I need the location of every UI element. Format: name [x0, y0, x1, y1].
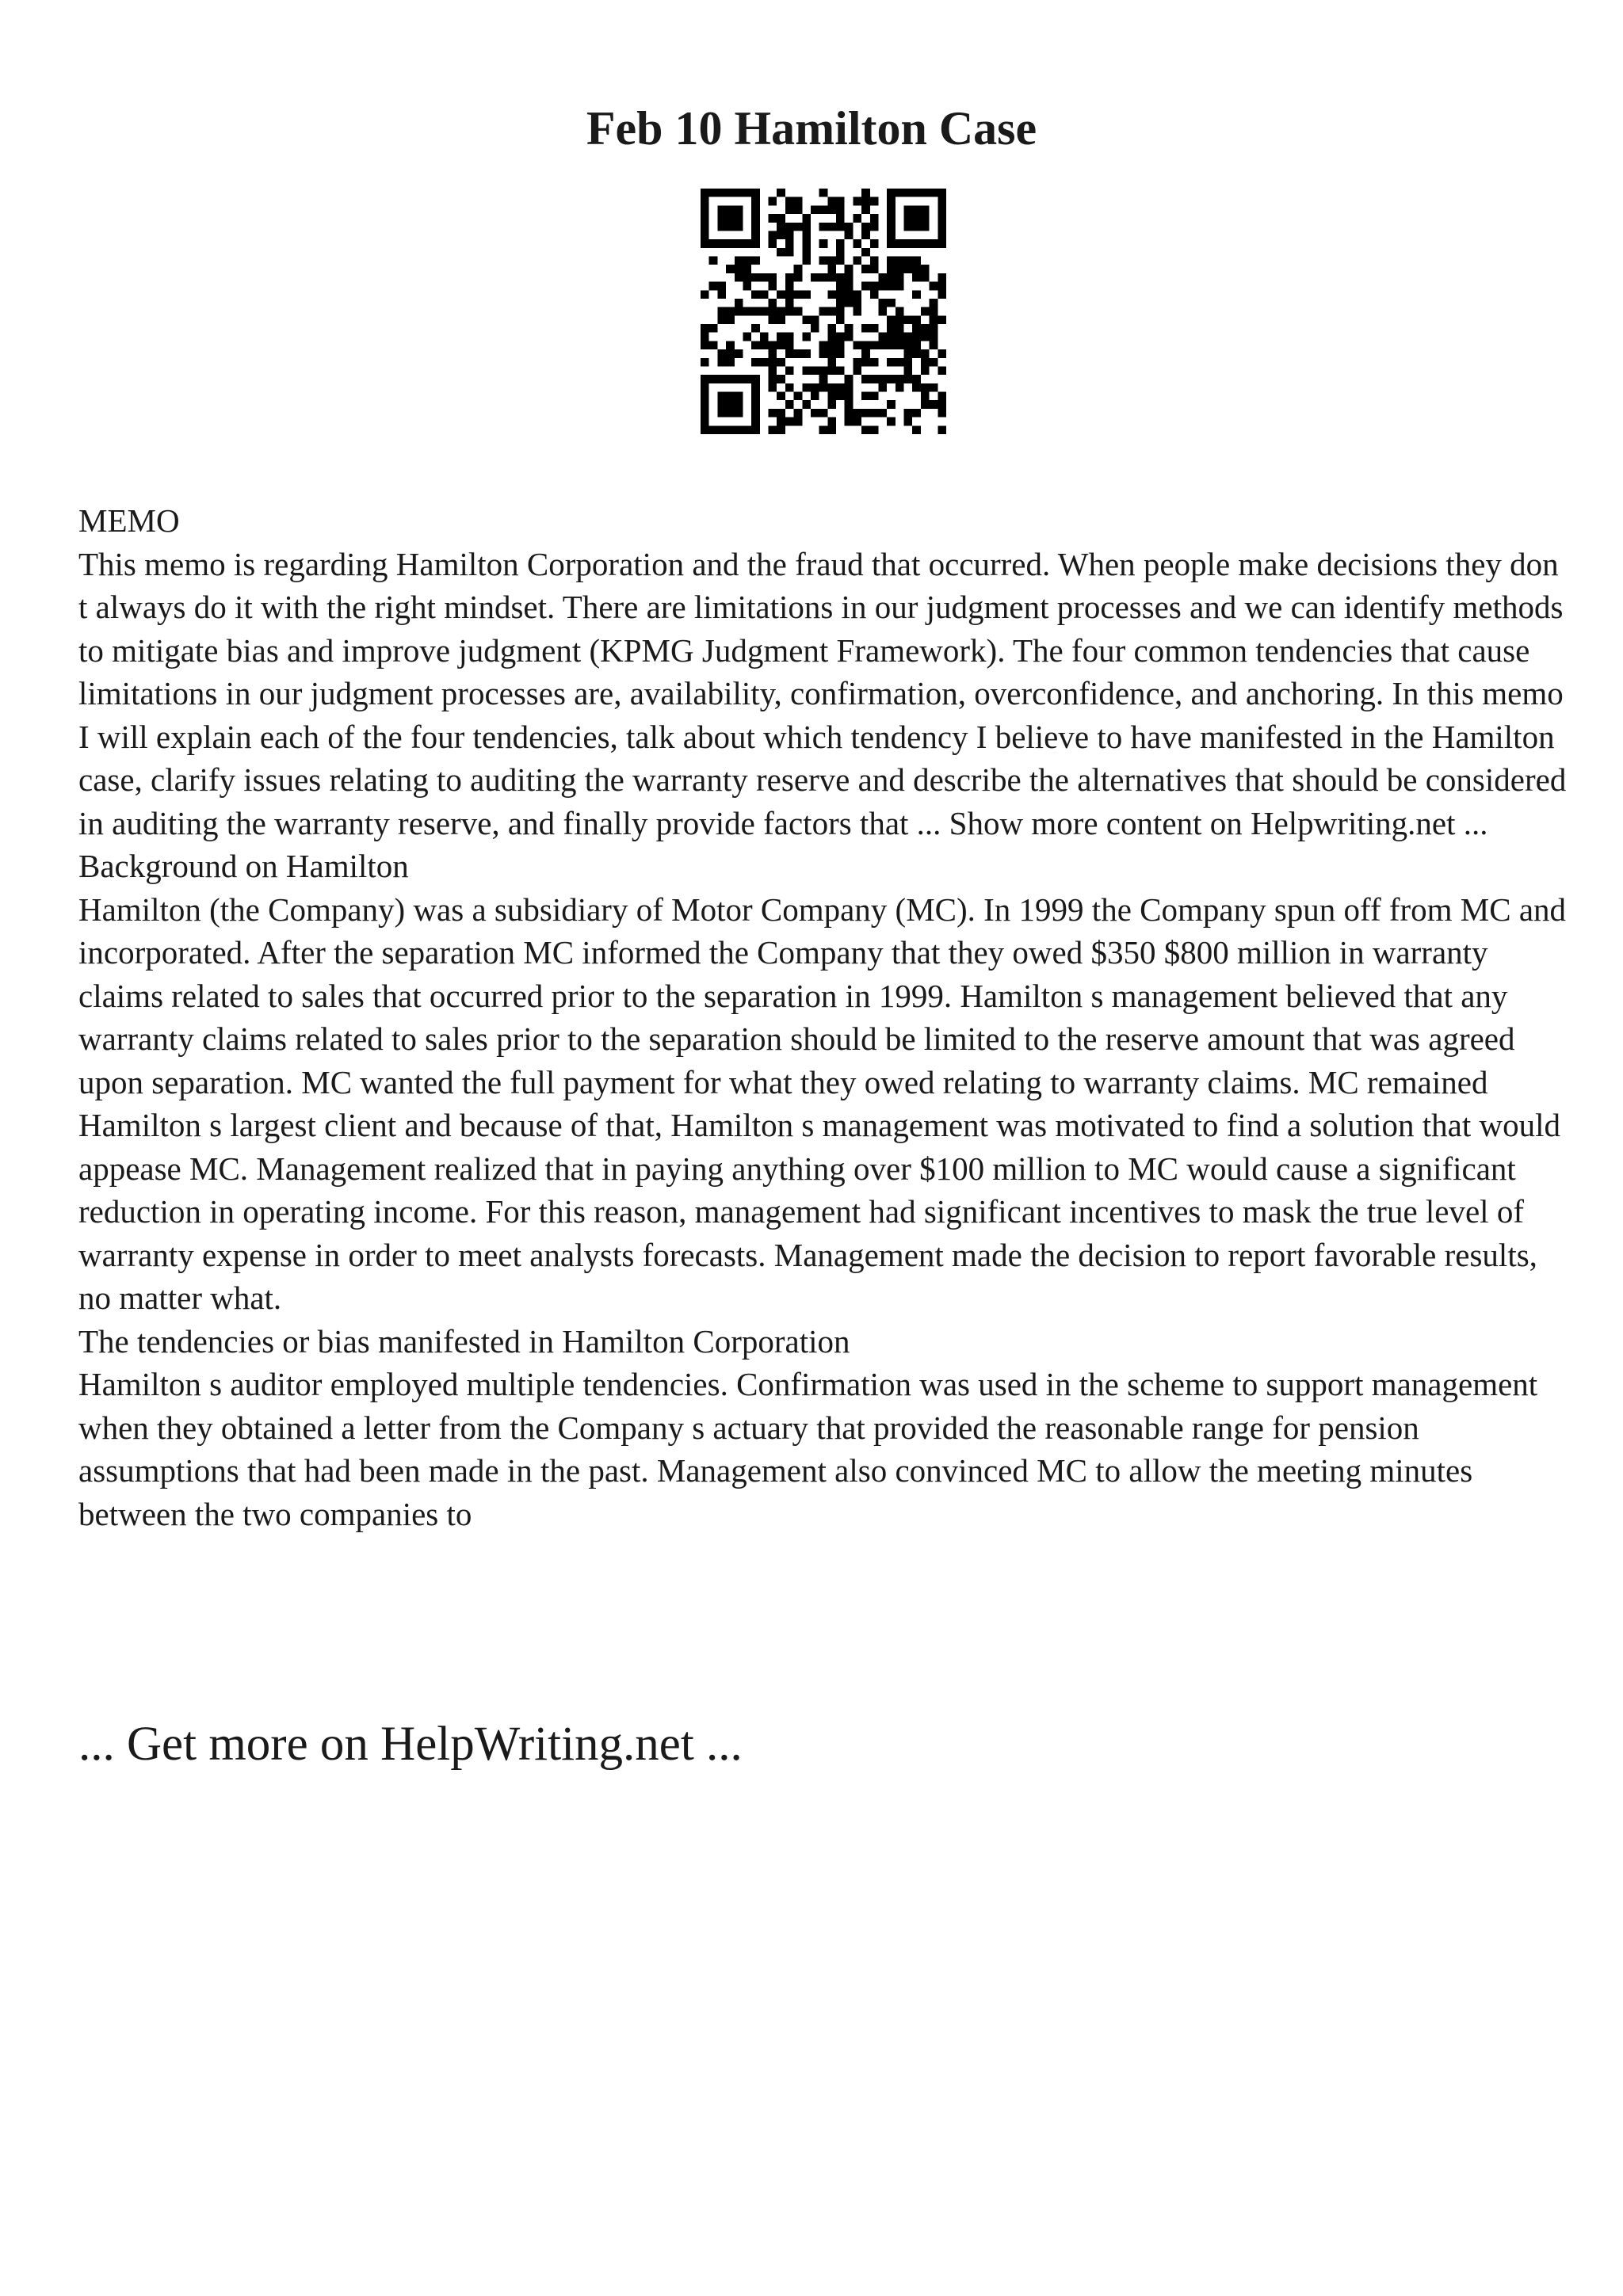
paragraph-background: Hamilton (the Company) was a subsidiary of Motor Company (MC). In 1999 the Company spun off from MC and incorporated. After the separation MC informed the Company that they owed $350 $800 million in warranty claims related to sales that occurred prior to the separation in 1999. Hamilton s management believed that any warranty claims related to sales prior to the separation should be limited to the reserve amount that was agreed upon separation. MC wanted the full payment for what they owed relating to warranty claims. MC remained Hamilton s largest client and because of that, Hamilton s management was motivated to find a solution that would appease MC. Management realized that in paying anything over $100 million to MC would cause a significant reduction in operating income. For this reason, management had significant incentives to mask the true level of warranty expense in order to meet analysts forecasts. Management made the decision to report favorable results, no matter what. — [78, 891, 1567, 1316]
memo-heading: MEMO — [78, 502, 180, 539]
paragraph-tendencies: Hamilton s auditor employed multiple tendencies. Confirmation was used in the scheme to support management when they obtained a letter from the Company s actuary that provided the reasonable range for pension assumptions that had been made in the past. Management also convinced MC to allow the meeting minutes between the two companies to — [78, 1366, 1538, 1532]
qr-code-icon — [701, 189, 946, 434]
section-heading-tendencies: The tendencies or bias manifested in Hamilton Corporation — [78, 1322, 850, 1360]
section-heading-background: Background on Hamilton — [78, 848, 409, 884]
get-more-link[interactable]: ... Get more on HelpWriting.net ... — [78, 1718, 743, 1771]
document-title: Feb 10 Hamilton Case — [586, 102, 1037, 154]
paragraph-intro: This memo is regarding Hamilton Corporation and the fraud that occurred. When people make decisions they don t always do it with the right mindset. There are limitations in our judgment processes and we can identify methods to mitigate bias and improve judgment (KPMG Judgment Framework). The four common tendencies that cause limitations in our judgment processes are, availability, confirmation, overconfidence, and anchoring. In this memo I will explain each of the four tendencies, talk about which tendency I believe to have manifested in the Hamilton case, clarify issues relating to auditing the warranty reserve and describe the alternatives that should be considered in auditing the warranty reserve, and finally provide factors that ... Show more content on Helpwriting.net ... — [78, 545, 1567, 841]
memo-body — [78, 499, 1568, 1535]
